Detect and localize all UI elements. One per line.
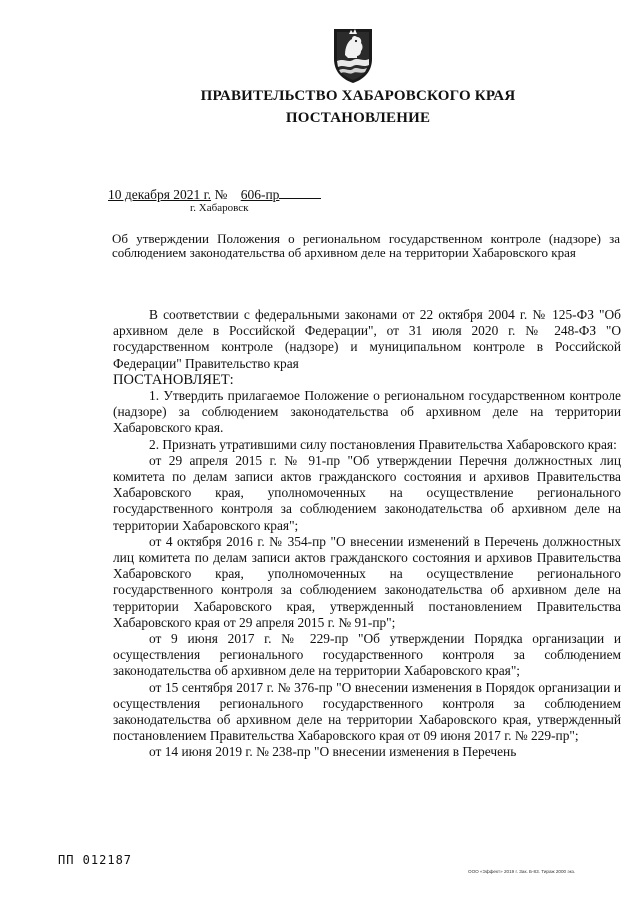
- government-name: ПРАВИТЕЛЬСТВО ХАБАРОВСКОГО КРАЯ: [200, 88, 516, 104]
- document-body: [113, 307, 621, 761]
- document-type: ПОСТАНОВЛЕНИЕ: [285, 110, 431, 126]
- number-sign: №: [214, 187, 228, 202]
- item-2: 2. Признать утратившими силу постановления Правительства Хабаровского края:: [149, 436, 617, 452]
- intro-paragraph: В соответствии с федеральными законами от 22 октября 2004 г. № 125-ФЗ "Об архивном деле в Российской Федерации", от 31 июля 2020 г. № 248-ФЗ "О государственном контроле (надзоре) и муниципальном контроле в Российской Федерации" Правительство края: [113, 307, 621, 371]
- printer-imprint: ООО «Эффект» 2019 г. Зак. Б-83. Тираж 2000 экз.: [468, 869, 576, 874]
- sub-item-5: от 14 июня 2019 г. № 238-пр "О внесении изменения в Перечень: [149, 744, 517, 760]
- form-serial-number: ПП 012187: [58, 853, 133, 867]
- document-city: г. Хабаровск: [190, 202, 249, 214]
- sub-item-3: от 9 июня 2017 г. № 229-пр "Об утверждении Порядка организации и осуществления регионального государственного контроля за соблюдением законодательства об архивном деле на территории Хабаровского края";: [113, 631, 621, 679]
- number-underline: [279, 186, 321, 199]
- document-subject: Об утверждении Положения о региональном государственном контроле (надзоре) за соблюдением законодательства об архивном деле на территории Хабаровского края: [112, 231, 620, 260]
- document-number: 606-пр: [240, 187, 280, 202]
- document-date-number: [108, 186, 321, 203]
- document-date: 10 декабря 2021 г.: [108, 187, 212, 202]
- sub-item-2: от 4 октября 2016 г. № 354-пр "О внесении изменений в Перечень должностных лиц комитета по делам записи актов гражданского состояния и архивов Правительства Хабаровского края, уполномоченных на осуществление регионального государственного контроля за соблюдением законодательства об архивном деле на территории Хабаровского края, утвержденный постановлением Правительства Хабаровского края от 29 апреля 2015 г. № 91-пр";: [113, 533, 621, 630]
- resolves-heading: ПОСТАНОВЛЯЕТ:: [113, 371, 234, 388]
- sub-item-1: от 29 апреля 2015 г. № 91-пр "Об утверждении Перечня должностных лиц комитета по делам записи актов гражданского состояния и архивов Правительства Хабаровского края, уполномоченных на осуществление регионального государственного контроля за соблюдением законодательства об архивном деле на территории Хабаровского края";: [113, 452, 621, 533]
- khabarovsk-coat-of-arms-icon: [330, 25, 376, 85]
- sub-item-4: от 15 сентября 2017 г. № 376-пр "О внесении изменения в Порядок организации и осуществления регионального государственного контроля за соблюдением законодательства об архивном деле на территории Хабаровского края, утвержденный постановлением Правительства Хабаровского края от 09 июня 2017 г. № 229-пр";: [113, 679, 621, 744]
- item-1: 1. Утвердить прилагаемое Положение о региональном государственном контроле (надзоре) за соблюдением законодательства об архивном деле на территории Хабаровского края.: [113, 388, 621, 436]
